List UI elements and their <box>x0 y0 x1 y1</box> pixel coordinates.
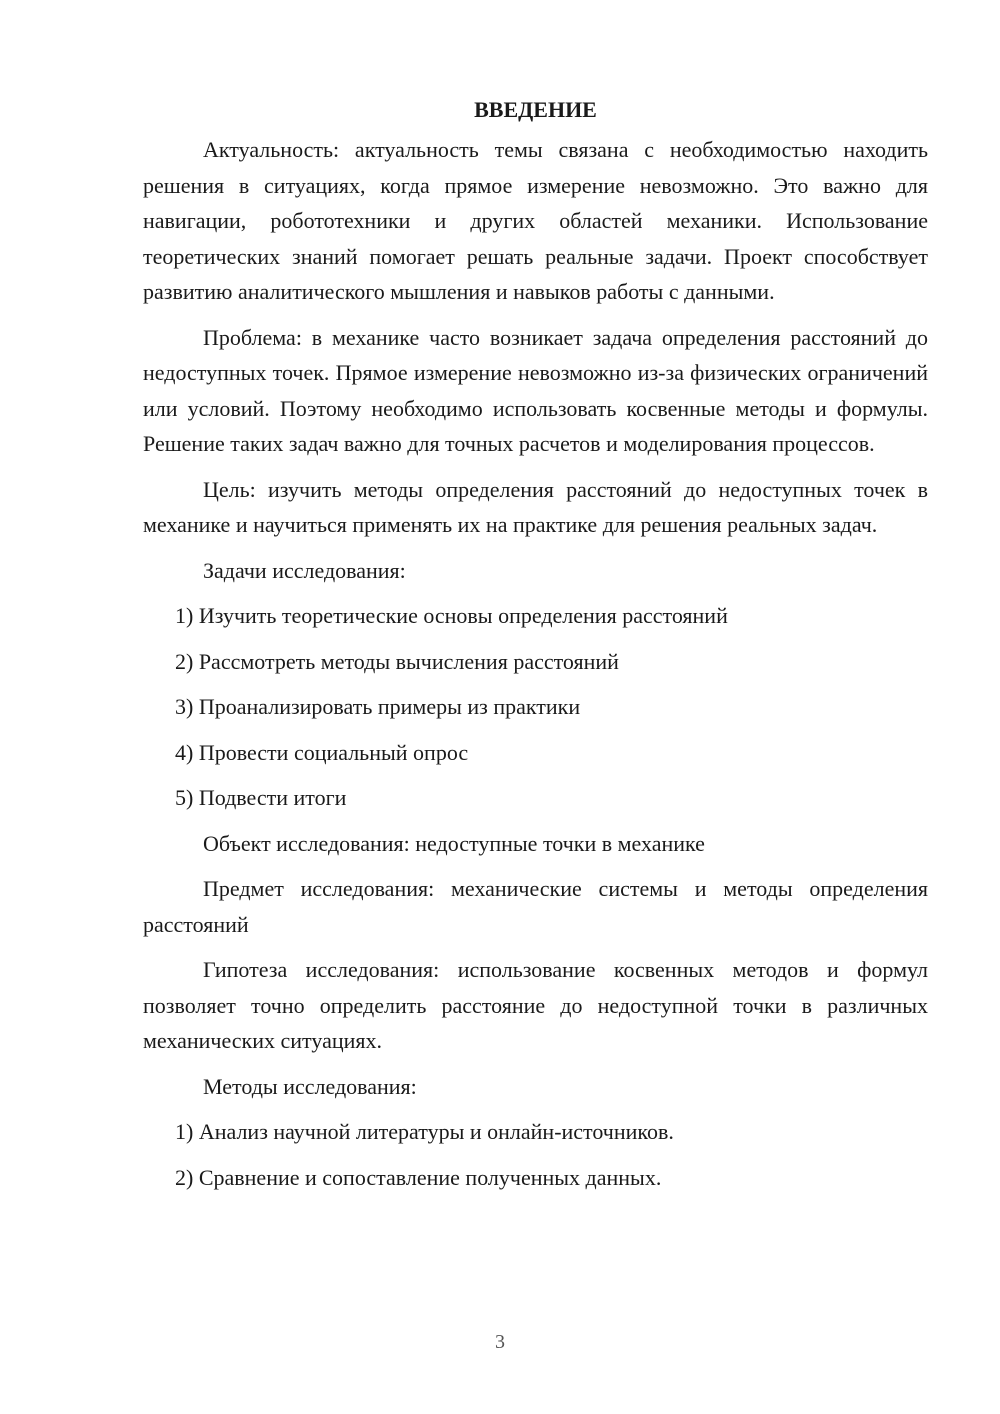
methods-list <box>143 1114 928 1195</box>
list-item: 2) Сравнение и сопоставление полученных данных. <box>175 1164 662 1190</box>
document-page <box>143 92 928 1205</box>
section-heading: ВВЕДЕНИЕ <box>474 97 597 122</box>
tasks-list <box>143 598 928 816</box>
list-item: 1) Анализ научной литературы и онлайн-источников. <box>175 1119 674 1144</box>
goal-paragraph: Цель: изучить методы определения расстояний до недоступных точек в механике и научиться применять их на практике для решения реальных задач. <box>143 476 928 537</box>
object-paragraph: Объект исследования: недоступные точки в механике <box>203 830 705 856</box>
list-item: 1) Изучить теоретические основы определения расстояний <box>175 603 728 628</box>
subject-paragraph: Предмет исследования: механические системы и методы определения расстояний <box>143 876 928 937</box>
page-number: 3 <box>495 1331 505 1353</box>
tasks-title: Задачи исследования: <box>203 557 406 583</box>
list-item: 3) Проанализировать примеры из практики <box>175 694 581 719</box>
methods-title: Методы исследования: <box>203 1073 417 1099</box>
relevance-paragraph: Актуальность: актуальность темы связана с необходимостью находить решения в ситуациях, когда прямое измерение невозможно. Это важно для навигации, робототехники и других областей механики. Использование теоретических знаний помогает решать реальные задачи. Проект способствует развитию аналитического мышления и навыков работы с данными. <box>143 137 928 304</box>
list-item: 5) Подвести итоги <box>175 785 347 810</box>
problem-paragraph: Проблема: в механике часто возникает задача определения расстояний до недоступных точек. Прямое измерение невозможно из-за физических ограничений или условий. Поэтому необходимо использовать косвенные методы и формулы. Решение таких задач важно для точных расчетов и моделирования процессов. <box>143 324 928 456</box>
list-item: 4) Провести социальный опрос <box>175 739 469 765</box>
list-item: 2) Рассмотреть методы вычисления расстояний <box>175 648 619 674</box>
hypothesis-paragraph: Гипотеза исследования: использование косвенных методов и формул позволяет точно определить расстояние до недоступной точки в различных механических ситуациях. <box>143 957 928 1053</box>
